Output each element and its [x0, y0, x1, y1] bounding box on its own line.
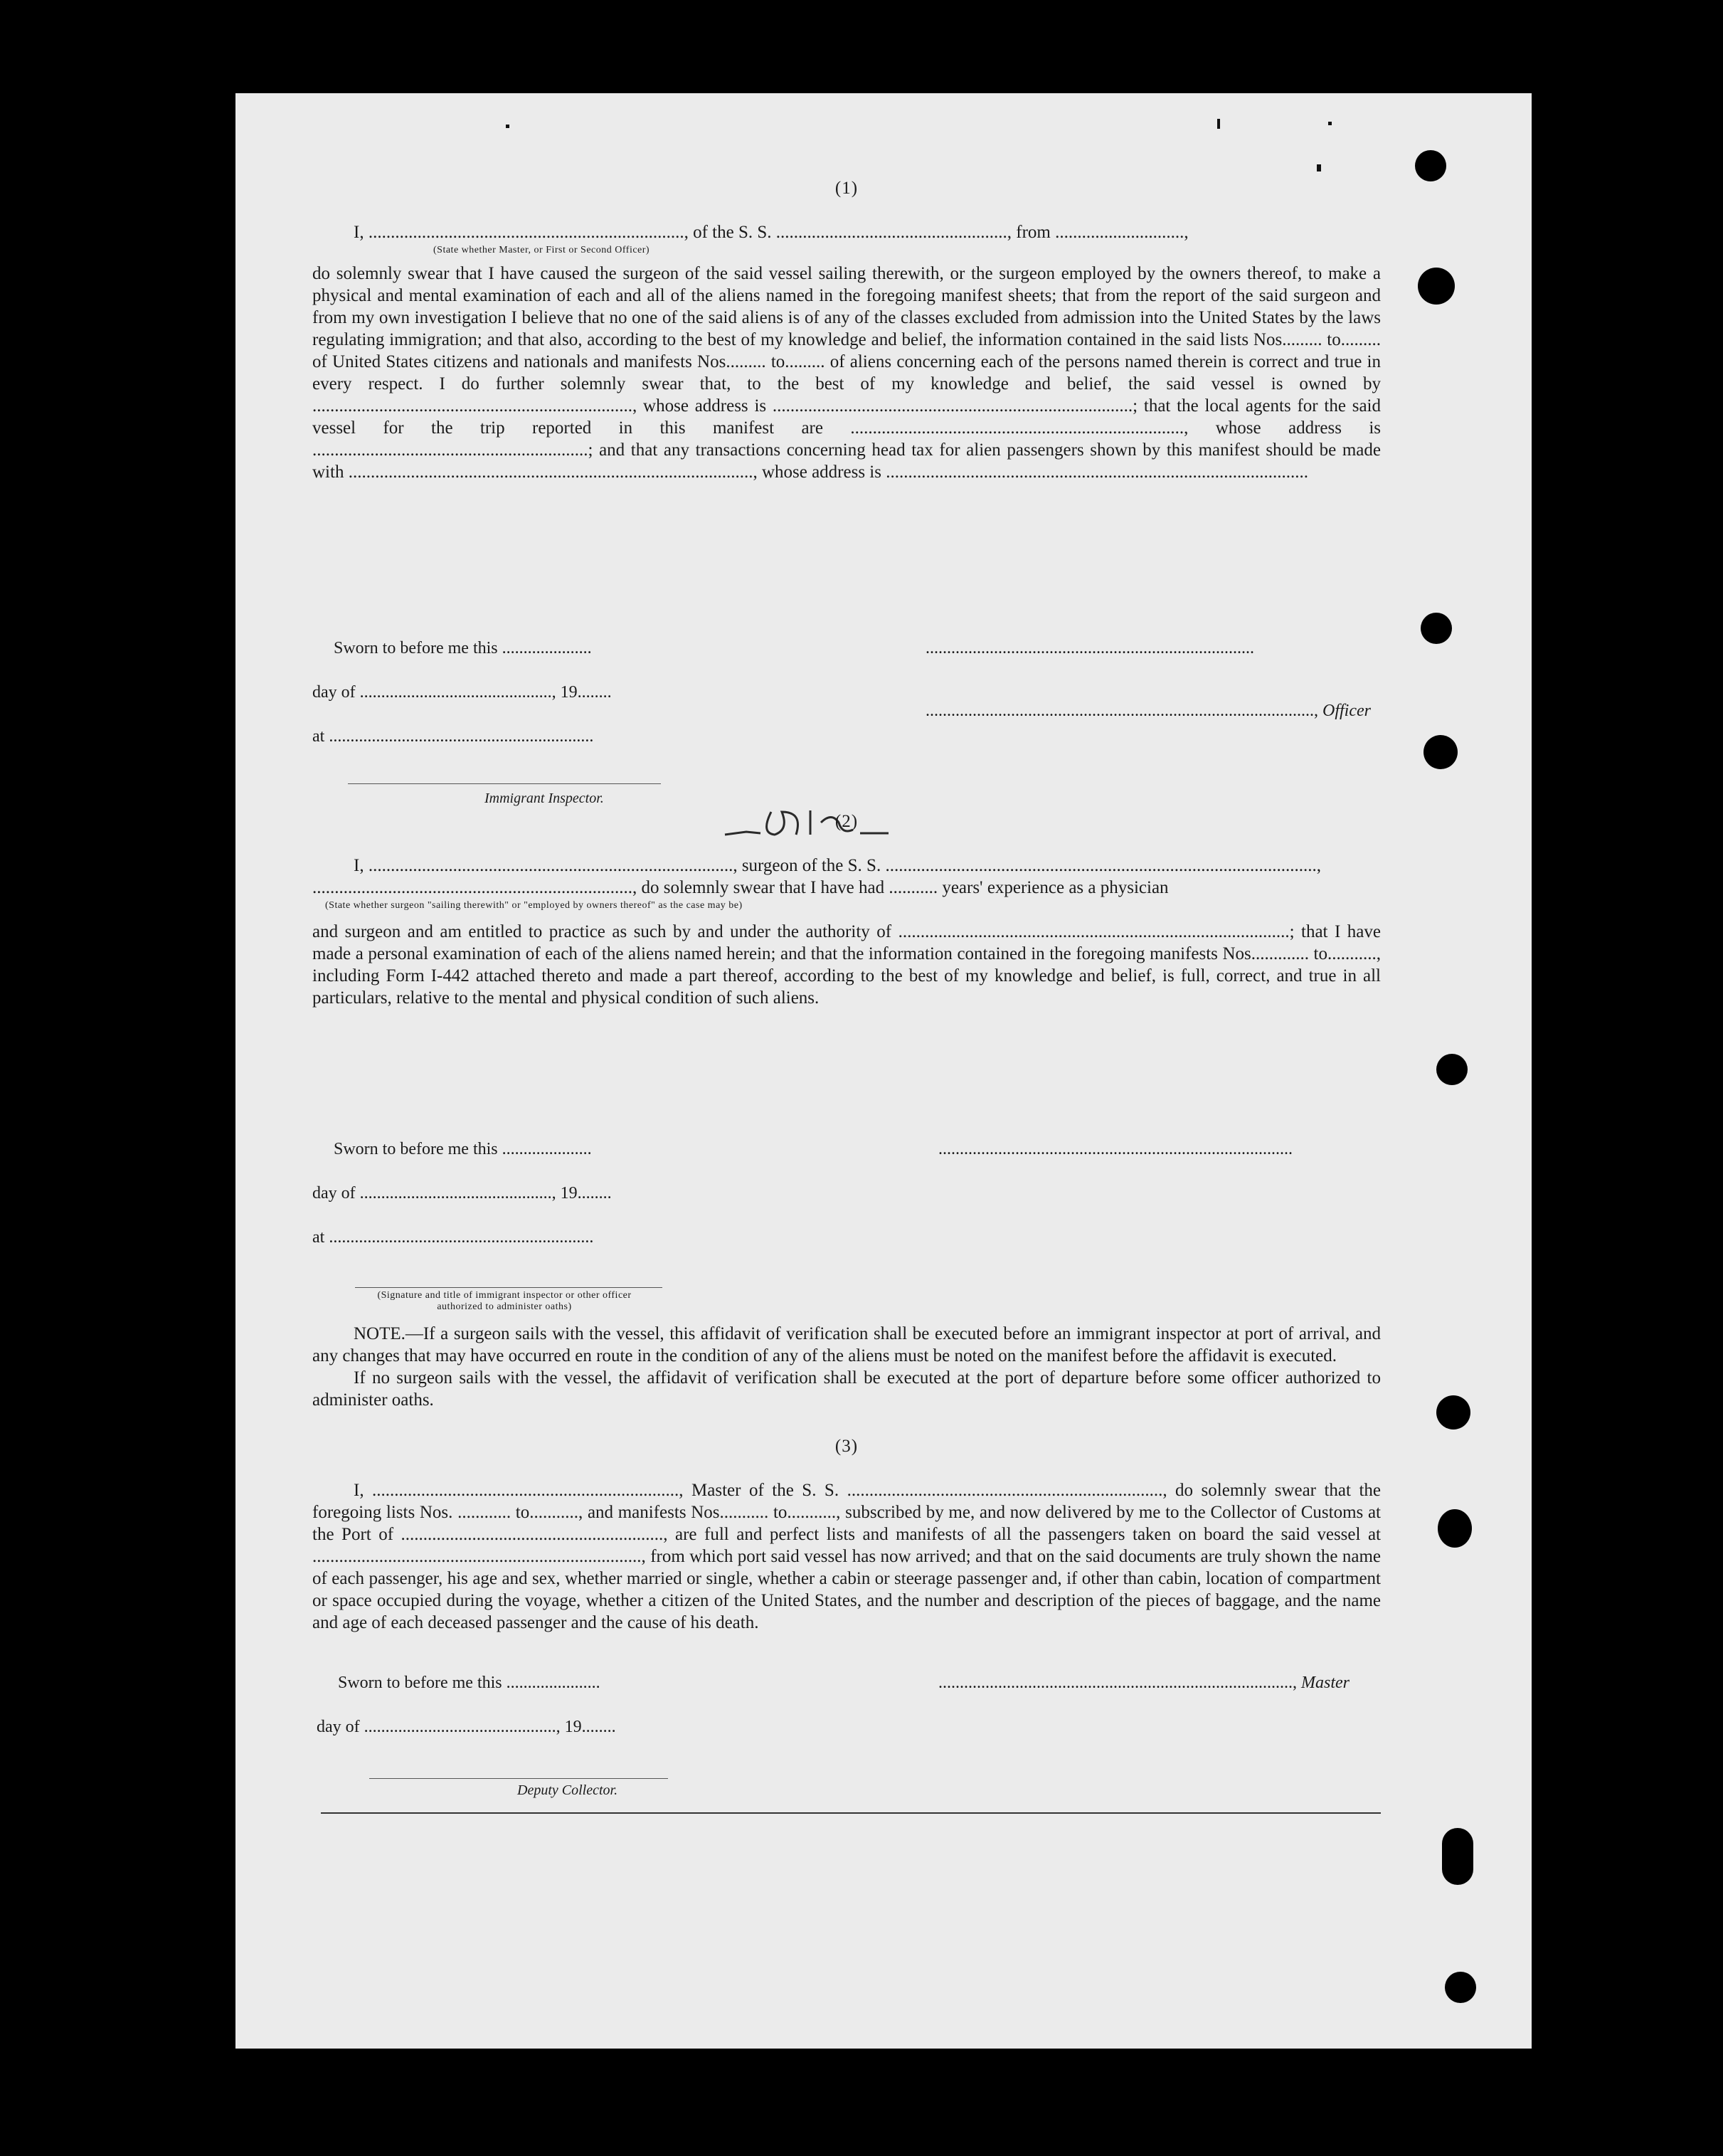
officer-line	[926, 702, 1371, 721]
manifest-page	[235, 93, 1532, 2049]
sworn-line: Sworn to before me this .....................	[334, 1140, 592, 1158]
bottom-rule	[321, 1812, 1381, 1814]
day-line: day of ............................................., 19........	[312, 1184, 612, 1203]
opening-caption: (State whether Master, or First or Second Officer)	[433, 245, 650, 255]
sworn-line: Sworn to before me this .....................	[334, 639, 592, 657]
officer-label: Officer	[1322, 702, 1371, 720]
section-number: (2)	[834, 812, 859, 831]
speck	[506, 125, 509, 128]
punch-hole	[1424, 735, 1458, 769]
opening-line: I, ......................................................................., of the S. S. ...................................................., from .............................,	[354, 223, 1189, 242]
punch-hole	[1421, 613, 1452, 644]
section-number: (3)	[834, 1437, 859, 1456]
collector-rule	[369, 1778, 668, 1779]
signature-line: ...................................................................................	[938, 1140, 1293, 1158]
speck	[1317, 164, 1321, 171]
speck	[1217, 119, 1220, 129]
surgeon-caption: (State whether surgeon "sailing therewith" or "employed by owners thereof" as the case may be)	[325, 900, 743, 911]
day-line: day of ............................................., 19........	[312, 683, 612, 702]
inspector-label: Immigrant Inspector.	[484, 791, 604, 806]
inspector-rule	[355, 1287, 662, 1288]
oath-body: do solemnly swear that I have caused the surgeon of the said vessel sailing therewith, or the surgeon employed by the owners thereof, to make a physical and mental examination of each and all of the aliens named in the foregoing manifest sheets; that from the report of the said surgeon and from my own investigation I believe that no one of the said aliens is of any of the classes excluded from admission into the United States by the laws regulating immigration; and that also, according to the best of my knowledge and belief, the information contained in the said lists Nos......... to......... of United States citizens and nationals and manifests Nos......... to......... of aliens concerning each of the persons named therein is correct and true in every respect. I do further solemnly swear that, to the best of my knowledge and belief, the said vessel is owned by ........................................................................, whose address is .................................................................................; that the local agents for the said vessel for the trip reported in this manifest are ..........................................................................., whose address is ..............................................................; and that any transactions concerning head tax for alien passengers shown by this manifest should be made with ..........................................................................................., whose address is ...............................................................................................	[312, 264, 1381, 482]
punch-hole	[1438, 1509, 1472, 1548]
inspector-rule	[348, 783, 661, 784]
punch-hole	[1436, 1395, 1470, 1430]
at-line: at ..............................................................	[312, 1228, 594, 1247]
oath-body: I, ....................................................................., Master of the S. S. ......................................................................., do solemnly swear that the foregoing lists Nos. ............ to..........., and manifests Nos........... to..........., subscribed by me, and now delivered by me to the Collector of Customs at the Port of ..........................................................., are full and perfect lists and manifests of all the passengers taken on board the said vessel at .........................................................................., from which port said vessel has now arrived; and that on the said documents are truly shown the name of each passenger, his age and sex, whether married or single, whether a cabin or steerage passenger and, if other than cabin, location of compartment or space occupied during the voyage, whether a citizen of the United States, and the number and description of the pieces of baggage, and the name and age of each deceased passenger and the cause of his death.	[312, 1481, 1381, 1632]
master-dots: ...................................................................................,	[938, 1674, 1301, 1692]
punch-hole	[1418, 268, 1455, 305]
speck	[1328, 122, 1332, 125]
note-paragraph-2: If no surgeon sails with the vessel, the affidavit of verification shall be executed at the port of departure before some officer authorized to administer oaths.	[312, 1368, 1381, 1410]
oath-body: and surgeon and am entitled to practice as such by and under the authority of ........................................................................................; that I have made a personal examination of each of the aliens named herein; and that the information contained in the foregoing manifests Nos............. to..........., including Form I-442 attached thereto and made a part thereof, according to the best of my knowledge and belief, is full, correct, and true in all particulars, relative to the mental and physical condition of such aliens.	[312, 922, 1381, 1008]
master-label: Master	[1301, 1674, 1350, 1692]
punch-hole	[1415, 150, 1446, 181]
punch-hole	[1442, 1828, 1473, 1885]
surgeon-line-2: ........................................................................, do solemnly swear that I have had ........... years' experience as a physician	[312, 878, 1169, 897]
section-number: (1)	[834, 179, 859, 198]
officer-dots: ...........................................................................................,	[926, 702, 1322, 720]
sworn-line: Sworn to before me this ......................	[338, 1674, 600, 1692]
punch-hole	[1445, 1972, 1476, 2003]
surgeon-line-1: I, .................................................................................., surgeon of the S. S. .................................................................................................,	[354, 856, 1321, 875]
inspector-caption: (Signature and title of immigrant inspector or other officer authorized to administer oaths)	[377, 1290, 632, 1312]
collector-label: Deputy Collector.	[517, 1782, 618, 1798]
punch-hole	[1436, 1054, 1468, 1085]
signature-line: .............................................................................	[926, 639, 1254, 657]
note-paragraph: NOTE.—If a surgeon sails with the vessel, this affidavit of verification shall be executed before an immigrant inspector at port of arrival, and any changes that may have occurred en route in the condition of any of the aliens must be noted on the manifest before the affidavit is executed.	[312, 1324, 1381, 1365]
master-line	[938, 1674, 1350, 1693]
day-line: day of ............................................., 19........	[317, 1718, 616, 1736]
at-line: at ..............................................................	[312, 727, 594, 746]
